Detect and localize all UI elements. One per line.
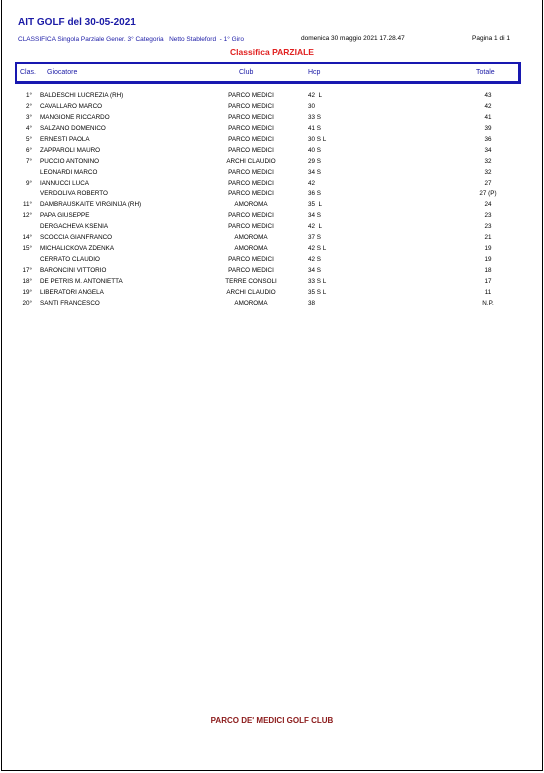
rank-cell: 17° — [22, 267, 32, 274]
table-row — [0, 266, 544, 277]
rank-cell: 15° — [22, 245, 32, 253]
total-cell: 36 — [484, 135, 492, 143]
hcp-cell: 40 S — [308, 146, 321, 154]
total-cell: 32 — [484, 168, 492, 176]
hcp-cell: 38 — [308, 299, 316, 307]
player-name-cell: ERNESTI PAOLA — [40, 135, 90, 143]
total-cell: 43 — [484, 92, 492, 99]
rank-cell: 1° — [25, 92, 32, 99]
hcp-cell: 33 S L — [308, 277, 327, 285]
table-row — [0, 299, 544, 310]
hcp-cell: 42 — [308, 179, 316, 187]
player-name-cell: DERGACHEVA KSENIA — [40, 223, 109, 231]
club-cell: PARCO MEDICI — [228, 124, 274, 132]
table-header — [15, 62, 521, 84]
rank-cell: 3° — [25, 113, 32, 121]
table-row — [0, 277, 544, 288]
table-row — [0, 157, 544, 168]
rank-cell: 12° — [22, 212, 32, 220]
table-row — [0, 255, 544, 266]
section-title: Classifica PARZIALE — [230, 47, 314, 57]
table-row — [0, 244, 544, 255]
player-name-cell: ZAPPAROLI MAURO — [40, 146, 101, 154]
rank-cell: 20° — [22, 299, 32, 307]
page-number: Pagina 1 di 1 — [472, 35, 510, 42]
hcp-cell: 42 S L — [308, 245, 327, 253]
total-cell: 19 — [484, 256, 492, 264]
player-name-cell: MANGIONE RICCARDO — [40, 113, 110, 121]
report-subtitle: CLASSIFICA Singola Parziale Gener. 3° Categoria Netto Stableford - 1° Giro — [18, 36, 244, 43]
rank-cell: 5° — [25, 135, 32, 143]
hcp-cell: 30 — [308, 102, 316, 110]
player-name-cell: BALDESCHI LUCREZIA (RH) — [40, 92, 124, 99]
player-name-cell: SANTI FRANCESCO — [40, 299, 100, 307]
club-cell: PARCO MEDICI — [228, 223, 274, 231]
column-header-hcp: Hcp — [308, 69, 321, 76]
table-row — [0, 222, 544, 233]
table-row — [0, 189, 544, 200]
club-cell: AMOROMA — [234, 234, 268, 242]
hcp-cell: 34 S — [308, 267, 321, 274]
total-cell: 18 — [484, 267, 492, 274]
total-cell: 27 (P) — [479, 190, 497, 198]
player-name-cell: SCOCCIA GIANFRANCO — [40, 234, 113, 242]
player-name-cell: BARONCINI VITTORIO — [40, 267, 107, 274]
rank-cell: 7° — [25, 157, 32, 165]
total-cell: 17 — [484, 277, 492, 285]
club-cell: PARCO MEDICI — [228, 256, 274, 264]
hcp-cell: 42 L — [308, 223, 323, 231]
table-row — [0, 91, 544, 102]
club-cell: PARCO MEDICI — [228, 135, 274, 143]
rank-cell: 9° — [25, 179, 32, 187]
total-cell: 27 — [484, 179, 492, 187]
player-name-cell: LIBERATORI ANGELA — [40, 288, 104, 296]
total-cell: 21 — [484, 234, 492, 242]
club-cell: ARCHI CLAUDIO — [226, 157, 276, 165]
club-cell: PARCO MEDICI — [228, 168, 274, 176]
total-cell: 41 — [484, 113, 492, 121]
total-cell: 39 — [484, 124, 492, 132]
club-cell: TERRE CONSOLI — [225, 277, 277, 285]
club-cell: PARCO MEDICI — [228, 146, 274, 154]
hcp-cell: 33 S — [308, 113, 321, 121]
player-name-cell: PUCCIO ANTONINO — [40, 157, 100, 165]
hcp-cell: 35 S L — [308, 288, 327, 296]
column-header-clas: Clas. — [20, 69, 36, 76]
total-cell: 32 — [484, 157, 492, 165]
rank-cell: 6° — [25, 146, 32, 154]
table-row — [0, 113, 544, 124]
report-datetime: domenica 30 maggio 2021 17.28.47 — [301, 35, 405, 42]
player-name-cell: DAMBRAUSKAITE VIRGINIJA (RH) — [40, 201, 142, 209]
table-row — [0, 102, 544, 113]
rank-cell: 11° — [22, 201, 32, 209]
player-name-cell: CERRATO CLAUDIO — [40, 256, 100, 264]
club-cell: PARCO MEDICI — [228, 267, 274, 274]
club-cell: AMOROMA — [234, 201, 268, 209]
table-row — [0, 124, 544, 135]
table-row — [0, 179, 544, 190]
column-header-totale: Totale — [476, 69, 495, 76]
player-name-cell: MICHALICKOVA ZDENKA — [40, 245, 115, 253]
total-cell: 42 — [484, 102, 492, 110]
total-cell: 24 — [484, 201, 492, 209]
rank-cell: 14° — [22, 234, 32, 242]
table-row — [0, 168, 544, 179]
total-cell: 23 — [484, 223, 492, 231]
total-cell: 23 — [484, 212, 492, 220]
club-cell: ARCHI CLAUDIO — [226, 288, 276, 296]
rank-cell: 19° — [22, 288, 32, 296]
player-name-cell: SALZANO DOMENICO — [40, 124, 106, 132]
total-cell: N.P. — [482, 299, 494, 307]
hcp-cell: 42 L — [308, 92, 323, 99]
total-cell: 19 — [484, 245, 492, 253]
club-cell: PARCO MEDICI — [228, 212, 274, 220]
club-cell: AMOROMA — [234, 245, 268, 253]
hcp-cell: 30 S L — [308, 135, 327, 143]
rank-cell: 2° — [25, 102, 32, 110]
column-header-club: Club — [239, 69, 254, 76]
player-name-cell: DE PETRIS M. ANTONIETTA — [40, 277, 123, 285]
rank-cell: 4° — [25, 124, 32, 132]
hcp-cell: 35 L — [308, 201, 323, 209]
club-cell: AMOROMA — [234, 299, 268, 307]
report-title: AIT GOLF del 30-05-2021 — [18, 17, 136, 28]
club-cell: PARCO MEDICI — [228, 92, 274, 99]
hcp-cell: 34 S — [308, 212, 321, 220]
table-row — [0, 200, 544, 211]
player-name-cell: CAVALLARO MARCO — [40, 102, 103, 110]
table-row — [0, 288, 544, 299]
club-cell: PARCO MEDICI — [228, 113, 274, 121]
player-name-cell: LEONARDI MARCO — [40, 168, 98, 176]
rank-cell: 18° — [22, 277, 32, 285]
hcp-cell: 29 S — [308, 157, 321, 165]
table-row — [0, 146, 544, 157]
club-cell: PARCO MEDICI — [228, 179, 274, 187]
hcp-cell: 41 S — [308, 124, 321, 132]
total-cell: 11 — [484, 288, 492, 296]
ranking-table — [0, 91, 544, 310]
hcp-cell: 34 S — [308, 168, 321, 176]
club-cell: PARCO MEDICI — [228, 102, 274, 110]
player-name-cell: VERDOLIVA ROBERTO — [40, 190, 108, 198]
club-cell: PARCO MEDICI — [228, 190, 274, 198]
club-footer: PARCO DE' MEDICI GOLF CLUB — [210, 716, 334, 725]
table-row — [0, 135, 544, 146]
player-name-cell: IANNUCCI LUCA — [40, 179, 89, 187]
column-header-giocatore: Giocatore — [47, 69, 78, 76]
table-row — [0, 233, 544, 244]
hcp-cell: 37 S — [308, 234, 321, 242]
player-name-cell: PAPA GIUSEPPE — [40, 212, 90, 220]
hcp-cell: 42 S — [308, 256, 321, 264]
total-cell: 34 — [484, 146, 492, 154]
table-row — [0, 211, 544, 222]
hcp-cell: 36 S — [308, 190, 321, 198]
